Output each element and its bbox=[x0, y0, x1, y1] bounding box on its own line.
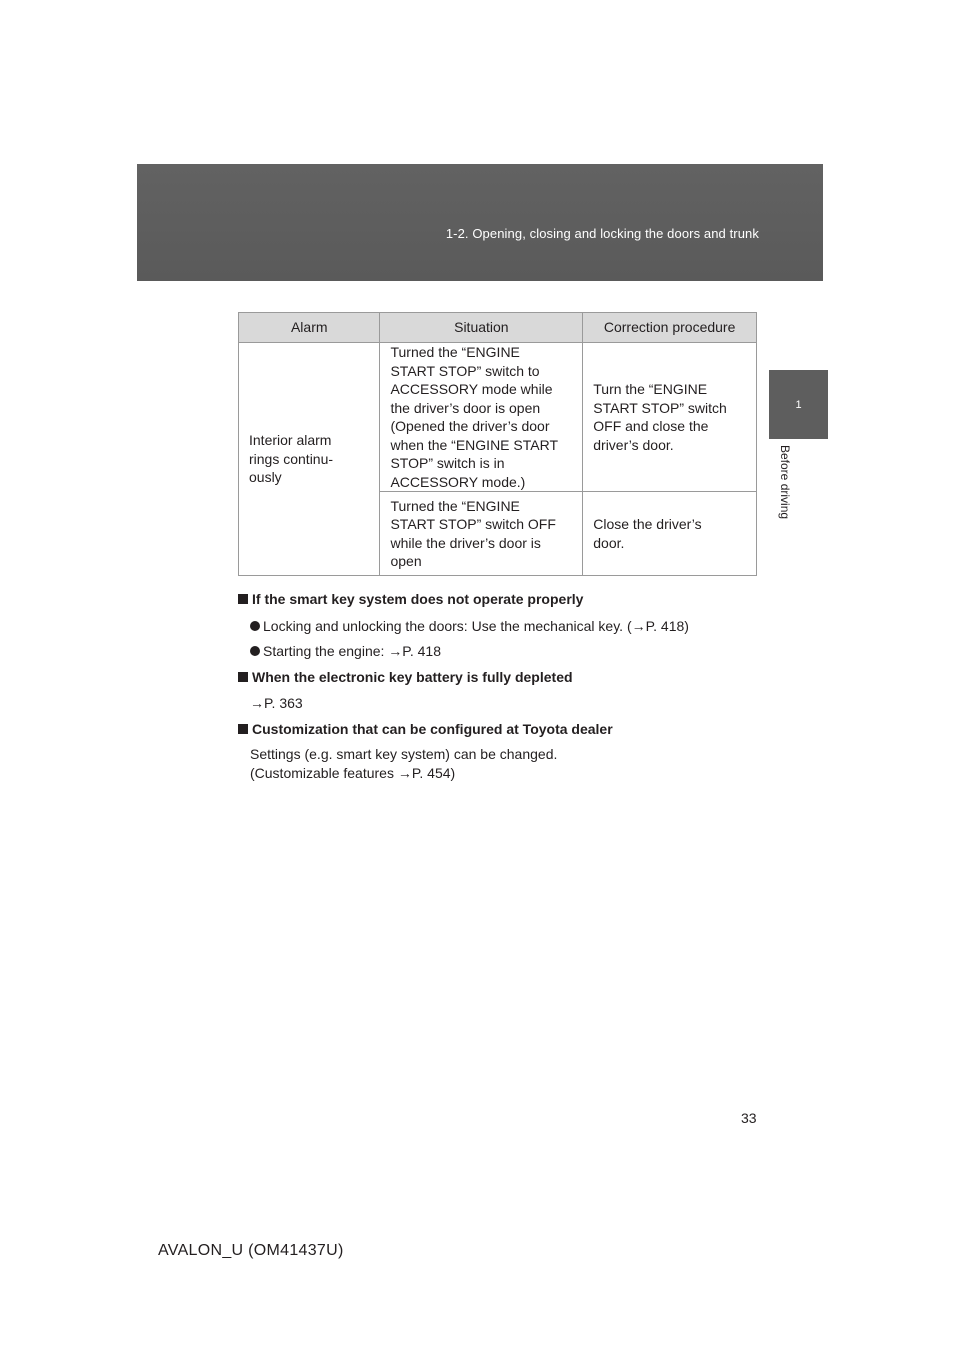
chapter-number: 1 bbox=[795, 398, 802, 411]
chapter-tab bbox=[769, 370, 828, 439]
square-bullet-icon bbox=[238, 672, 248, 682]
correction-line: Close the driver’s bbox=[593, 516, 702, 532]
list-item bbox=[250, 618, 689, 634]
situation-line: open bbox=[390, 553, 422, 569]
chapter-label: Before driving bbox=[778, 445, 792, 520]
alarm-line: rings continu- bbox=[249, 450, 334, 467]
note-line: (Customizable features →P. 454) bbox=[250, 765, 456, 781]
note-heading-text: If the smart key system does not operate properly bbox=[252, 591, 584, 607]
note-heading bbox=[238, 591, 583, 607]
situation-line: (Opened the driver’s door bbox=[390, 418, 550, 434]
list-item-text: Locking and unlocking the doors: Use the mechanical key. (→P. 418) bbox=[263, 618, 689, 634]
situation-cell bbox=[380, 343, 583, 492]
column-header-correction: Correction procedure bbox=[583, 313, 757, 343]
situation-line: when the “ENGINE START bbox=[390, 436, 559, 453]
correction-line: OFF and close the bbox=[593, 418, 709, 434]
situation-line: while the driver’s door is bbox=[390, 534, 541, 551]
page-number: 33 bbox=[741, 1110, 757, 1126]
situation-line: Turned the “ENGINE bbox=[390, 497, 520, 514]
note-heading-text: Customization that can be configured at Toyota dealer bbox=[252, 721, 613, 737]
situation-line: ACCESSORY mode while bbox=[390, 381, 553, 397]
correction-line: Turn the “ENGINE bbox=[593, 381, 708, 397]
correction-line: driver’s door. bbox=[593, 436, 674, 453]
note-heading bbox=[238, 669, 573, 685]
table-header-row bbox=[239, 313, 757, 343]
alarm-line: ously bbox=[249, 469, 282, 486]
note-heading bbox=[238, 721, 613, 737]
round-bullet-icon bbox=[250, 621, 260, 631]
document-code: AVALON_U (OM41437U) bbox=[158, 1242, 344, 1259]
situation-line: START STOP” switch to bbox=[390, 362, 540, 379]
note-heading-text: When the electronic key battery is fully depleted bbox=[252, 669, 573, 685]
list-item bbox=[250, 643, 441, 659]
situation-line: the driver’s door is open bbox=[390, 399, 541, 416]
note-line: Settings (e.g. smart key system) can be changed. bbox=[250, 746, 558, 762]
correction-line: START STOP” switch bbox=[593, 399, 727, 416]
alarm-table bbox=[238, 312, 757, 576]
correction-cell bbox=[583, 492, 757, 576]
situation-cell bbox=[380, 492, 583, 576]
column-header-alarm: Alarm bbox=[239, 313, 380, 343]
situation-line: STOP” switch is in bbox=[390, 455, 505, 471]
alarm-cell bbox=[239, 343, 380, 576]
round-bullet-icon bbox=[250, 646, 260, 656]
correction-cell bbox=[583, 343, 757, 492]
square-bullet-icon bbox=[238, 594, 248, 604]
situation-line: Turned the “ENGINE bbox=[390, 344, 520, 360]
section-title: 1-2. Opening, closing and locking the doors and trunk bbox=[445, 226, 759, 241]
correction-line: door. bbox=[593, 534, 625, 551]
table-row bbox=[239, 343, 757, 492]
column-header-situation: Situation bbox=[380, 313, 583, 343]
situation-line: START STOP” switch OFF bbox=[390, 516, 556, 532]
list-item-text: Starting the engine: →P. 418 bbox=[263, 643, 441, 659]
header-band bbox=[137, 164, 823, 281]
note-line: →P. 363 bbox=[250, 695, 303, 711]
square-bullet-icon bbox=[238, 724, 248, 734]
alarm-line: Interior alarm bbox=[249, 432, 332, 449]
situation-line: ACCESSORY mode.) bbox=[390, 473, 526, 490]
